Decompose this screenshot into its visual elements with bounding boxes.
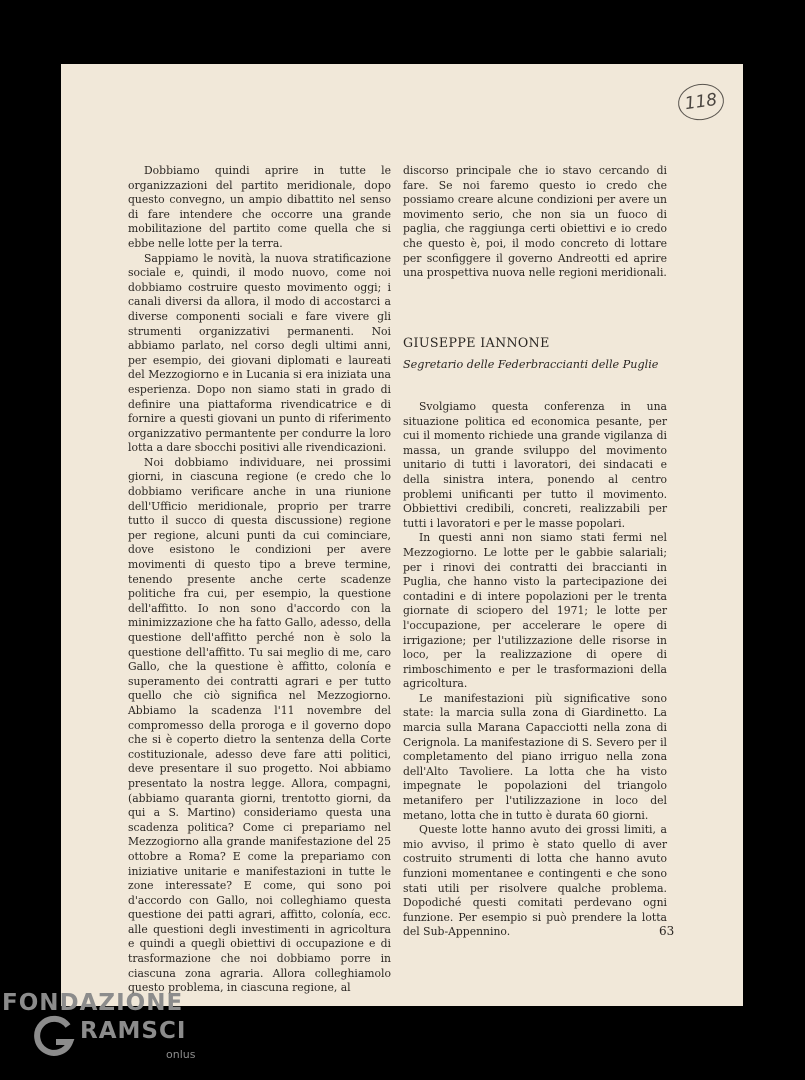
paragraph: Sappiamo le novità, la nuova stratificazione sociale e, quindi, il modo nuovo, come noi dobbiamo costruire questo movimento oggi; i canali diversi da allora, il modo di accostarci a diverse componenti sociali e fare vivere gli strumenti organizzativi permanenti. Noi abbiamo parlato, nel corso degli ultimi anni, per esempio, dei giovani diplomati e laureati del Mezzogiorno e in Lucania si era iniziata una esperienza. Dopo non siamo stati in grado di definire una piattaforma rivendicatrice e di fornire a questi giovani un punto di riferimento organizzativo permantente per condurre la loro lotta a dare sbocchi positivi alle rivendicazioni. — [128, 251, 391, 455]
paragraph: Noi dobbiamo individuare, nei prossimi giorni, in ciascuna regione (e credo che lo dobbiamo verificare anche in una riunione dell'Ufficio meridionale, proprio per trarre tutto il succo di questa discussione) regione per regione, alcuni punti da cui cominciare, dove esistono le condizioni per avere movimenti di questo tipo a breve termine, tenendo presente anche certe scadenze politiche fra cui, per esempio, la questione dell'affitto. Io non sono d'accordo con la minimizzazione che ha fatto Gallo, adesso, della questione dell'affitto perché non è solo la questione dell'affitto. Tu sai meglio di me, caro Gallo, che la questione è affitto, colonía e superamento dei contratti agrari e per tutto quello che ciò significa nel Mezzogiorno. Abbiamo la scadenza l'11 novembre del compromesso della proroga e il governo dopo che si è coperto dietro la sentenza della Corte costituzionale, adesso deve fare atti politici, deve presentare il suo progetto. Noi abbiamo presentato la nostra legge. Allora, compagni, (abbiamo quaranta giorni, trentotto giorni, da qui a S. Martino) consideriamo questa una scadenza politica? Come ci prepariamo nel Mezzogiorno alla grande manifestazione del 25 ottobre a Roma? E come la prepariamo con iniziative unitarie e manifestazioni in tutte le zone interessate? E come, qui sono poi d'accordo con Gallo, noi colleghiamo questa questione dei patti agrari, affitto, colonía, ecc. alle questioni degli investimenti in agricoltura e quindi a quegli obiettivi di occupazione e di trasformazione che noi dobbiamo porre in ciascuna zona agraria. Allora colleghiamolo questo problema, in ciascuna regione, al — [128, 455, 391, 995]
right-column-body — [403, 400, 667, 940]
left-column — [128, 164, 391, 996]
paragraph: Dobbiamo quindi aprire in tutte le organizzazioni del partito meridionale, dopo questo convegno, un ampio dibattito nel senso di fare intendere che occorre una grande mobilitazione del partito come quella che si ebbe nelle lotte per la terra. — [128, 164, 391, 250]
archive-number-stamp: 118 — [676, 81, 727, 123]
paragraph: Svolgiamo questa conferenza in una situazione politica ed economica pesante, per cui il momento richiede una grande vigilanza di massa, un grande sviluppo del movimento unitario di tutti i lavoratori, dei sindacati e della sinistra intera, ponendo al centro problemi unificanti per tutto il movimento. Obbiettivi credibili, concreti, realizzabili per tutti i lavoratori e per le masse popolari. — [403, 400, 667, 530]
right-column-top — [403, 164, 667, 281]
watermark-line-3: onlus — [166, 1048, 196, 1061]
watermark-line-2: RAMSCI — [80, 1018, 187, 1044]
g-logo-icon — [32, 1012, 78, 1058]
continuation-paragraph: discorso principale che io stavo cercando di fare. Se noi faremo questo io credo che possiamo creare alcune condizioni per avere un movimento serio, che non sia un fuoco di paglia, che raggiunga certi obiettivi e io credo che questo è, poi, il modo concreto di lottare per sconfiggere il governo Andreotti ed aprire una prospettiva nuova nelle regioni meridionali. — [403, 164, 667, 280]
watermark-line-1: FONDAZIONE — [2, 990, 184, 1016]
paragraph: In questi anni non siamo stati fermi nel Mezzogiorno. Le lotte per le gabbie salariali; per i rinovi dei contratti dei braccianti in Puglia, che hanno visto la partecipazione dei contadini e di intere popolazioni per le trenta giornate di sciopero del 1971; le lotte per l'occupazione, per accelerare le opere di irrigazione; per l'utilizzazione delle risorse in loco, per la realizzazione di opere di rimboschimento e per le trasformazioni della agricoltura. — [403, 531, 667, 691]
paragraph: Queste lotte hanno avuto dei grossi limiti, a mio avviso, il primo è stato quello di aver costruito strumenti di lotta che hanno avuto funzioni momentanee e contingenti e che sono stati utili per risolvere qualche problema. Dopodiché questi comitati perdevano ogni funzione. Per esempio si può prendere la lotta del Sub-Appennino. — [403, 823, 667, 939]
speaker-name: GIUSEPPE IANNONE — [403, 335, 550, 350]
paragraph: Le manifestazioni più significative sono state: la marcia sulla zona di Giardinetto. La marcia sulla Marana Capacciotti nella zona di Cerignola. La manifestazione di S. Severo per il completamento del piano irriguo nella zona dell'Alto Tavoliere. La lotta che ha visto impegnate le popolazioni del triangolo metanifero per l'utilizzazione in loco del metano, lotta che in tutto è durata 60 giorni. — [403, 691, 667, 822]
fondazione-gramsci-watermark — [2, 990, 212, 1070]
document-page — [61, 64, 743, 1006]
speaker-role: Segretario delle Federbraccianti delle Puglie — [403, 358, 659, 371]
page-number: 63 — [659, 924, 675, 938]
